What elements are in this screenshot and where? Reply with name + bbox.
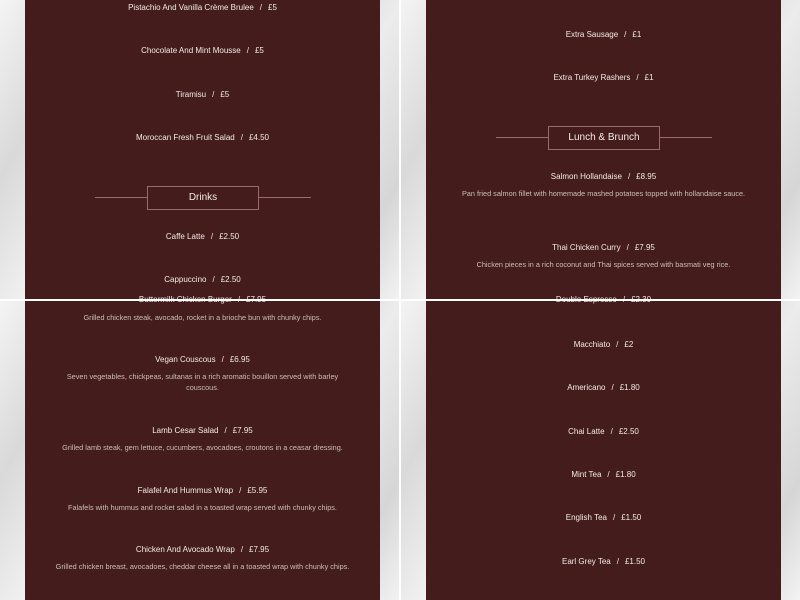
item-description: Seven vegetables, chickpeas, sultanas in a rich aromatic bouillon served with barley couscous.: [66, 372, 339, 392]
item-name: Americano: [567, 383, 606, 392]
item-name: Pistachio And Vanilla Crème Brulee: [128, 3, 254, 12]
menu-item[interactable]: [25, 545, 380, 554]
item-name: Lamb Cesar Salad: [152, 426, 219, 435]
item-price: £2.50: [618, 427, 639, 436]
item-price: £8.95: [636, 172, 657, 181]
menu-item[interactable]: [426, 383, 781, 392]
item-name: English Tea: [565, 513, 607, 522]
item-price: £2: [624, 340, 634, 349]
item-separator: /: [626, 243, 629, 252]
item-separator: /: [212, 275, 215, 284]
menu-item[interactable]: [25, 90, 380, 99]
item-name: Caffe Latte: [165, 232, 205, 241]
menu-item[interactable]: [25, 133, 380, 142]
item-separator: /: [240, 545, 244, 554]
item-name: Falafel And Hummus Wrap: [137, 486, 234, 495]
item-name: Moroccan Fresh Fruit Salad: [136, 133, 235, 142]
item-price: £1: [644, 73, 654, 82]
item-name: Vegan Couscous: [155, 355, 216, 364]
item-description: Falafels with hummus and rocket salad in a toasted wrap served with chunky chips.: [68, 503, 337, 512]
item-name: Extra Turkey Rashers: [553, 73, 631, 82]
item-price: £1: [632, 30, 642, 39]
item-price: £2.50: [220, 275, 241, 284]
item-separator: /: [624, 30, 627, 39]
section-rule-left: [496, 137, 548, 138]
item-name: Salmon Hollandaise: [550, 172, 622, 181]
menu-screenshot-bottom-left: [0, 300, 400, 600]
item-separator: /: [616, 557, 619, 566]
menu-item[interactable]: [426, 340, 781, 349]
item-description: Grilled chicken steak, avocado, rocket in a brioche bun with chunky chips.: [83, 313, 322, 322]
menu-screenshot-bottom-right: [400, 300, 800, 600]
item-name: Macchiato: [573, 340, 611, 349]
menu-item[interactable]: [426, 243, 781, 252]
section-rule-left: [95, 197, 147, 198]
item-separator: /: [611, 383, 614, 392]
item-description: Grilled chicken breast, avocadoes, cheddar cheese all in a toasted wrap with chunky chips.: [55, 562, 350, 571]
menu-item[interactable]: [25, 426, 380, 435]
menu-item[interactable]: [25, 232, 380, 241]
item-name: Chicken And Avocado Wrap: [135, 545, 235, 554]
item-name: Thai Chicken Curry: [552, 243, 621, 252]
item-separator: /: [259, 3, 263, 12]
item-price: £2.50: [219, 232, 240, 241]
item-separator: /: [636, 73, 639, 82]
menu-item[interactable]: [25, 355, 380, 364]
item-price: £1.80: [619, 383, 640, 392]
item-separator: /: [212, 90, 215, 99]
menu-screenshot-top-right: [400, 0, 800, 300]
section-rule-right: [660, 137, 712, 138]
item-price: £6.95: [229, 355, 250, 364]
item-name: Earl Grey Tea: [561, 557, 611, 566]
menu-item[interactable]: [25, 275, 380, 284]
item-price: £5: [220, 90, 230, 99]
item-name: Extra Sausage: [565, 30, 619, 39]
item-separator: /: [210, 232, 214, 241]
item-separator: /: [607, 470, 610, 479]
item-price: £5: [268, 3, 277, 12]
item-price: £1.50: [621, 513, 642, 522]
menu-item[interactable]: [25, 3, 380, 12]
grid-divider-horizontal: [0, 299, 800, 301]
item-name: Chocolate And Mint Mousse: [141, 46, 241, 55]
item-separator: /: [627, 172, 631, 181]
item-name: Tiramisu: [175, 90, 207, 99]
item-separator: /: [239, 486, 242, 495]
menu-panel: [426, 300, 781, 600]
menu-item[interactable]: [426, 172, 781, 181]
menu-item[interactable]: [426, 30, 781, 39]
menu-item[interactable]: [426, 427, 781, 436]
item-price: £7.95: [249, 545, 270, 554]
item-description: Grilled lamb steak, gem lettuce, cucumbers, avocadoes, croutons in a ceasar dressing.: [62, 443, 343, 452]
item-separator: /: [612, 513, 616, 522]
item-separator: /: [616, 340, 619, 349]
menu-item[interactable]: [426, 557, 781, 566]
menu-panel: [426, 0, 781, 300]
item-price: £7.95: [232, 426, 253, 435]
section-rule-right: [259, 197, 311, 198]
item-price: £4.50: [248, 133, 269, 142]
menu-item[interactable]: [25, 46, 380, 55]
section-title-drinks: Drinks: [147, 186, 259, 210]
item-description: Chicken pieces in a rich coconut and Thai spices served with basmati veg rice.: [476, 260, 731, 269]
item-separator: /: [240, 133, 243, 142]
item-price: £1.50: [624, 557, 646, 566]
item-name: Cappuccino: [164, 275, 207, 284]
item-name: Chai Latte: [568, 427, 605, 436]
menu-item[interactable]: [426, 470, 781, 479]
item-price: £7.95: [634, 243, 655, 252]
item-separator: /: [610, 427, 613, 436]
menu-panel: [25, 0, 380, 300]
menu-item[interactable]: [426, 513, 781, 522]
item-name: Mint Tea: [571, 470, 602, 479]
item-separator: /: [224, 426, 227, 435]
item-description: Pan fried salmon fillet with homemade mashed potatoes topped with hollandaise sauce.: [461, 189, 746, 198]
menu-item[interactable]: [426, 73, 781, 82]
menu-screenshot-top-left: [0, 0, 400, 300]
item-separator: /: [246, 46, 249, 55]
item-price: £5.95: [247, 486, 268, 495]
item-separator: /: [221, 355, 224, 364]
menu-panel: [25, 300, 380, 600]
menu-item[interactable]: [25, 486, 380, 495]
item-price: £5: [254, 46, 264, 55]
section-title-lunch-brunch: Lunch & Brunch: [548, 126, 660, 150]
item-price: £1.80: [615, 470, 636, 479]
